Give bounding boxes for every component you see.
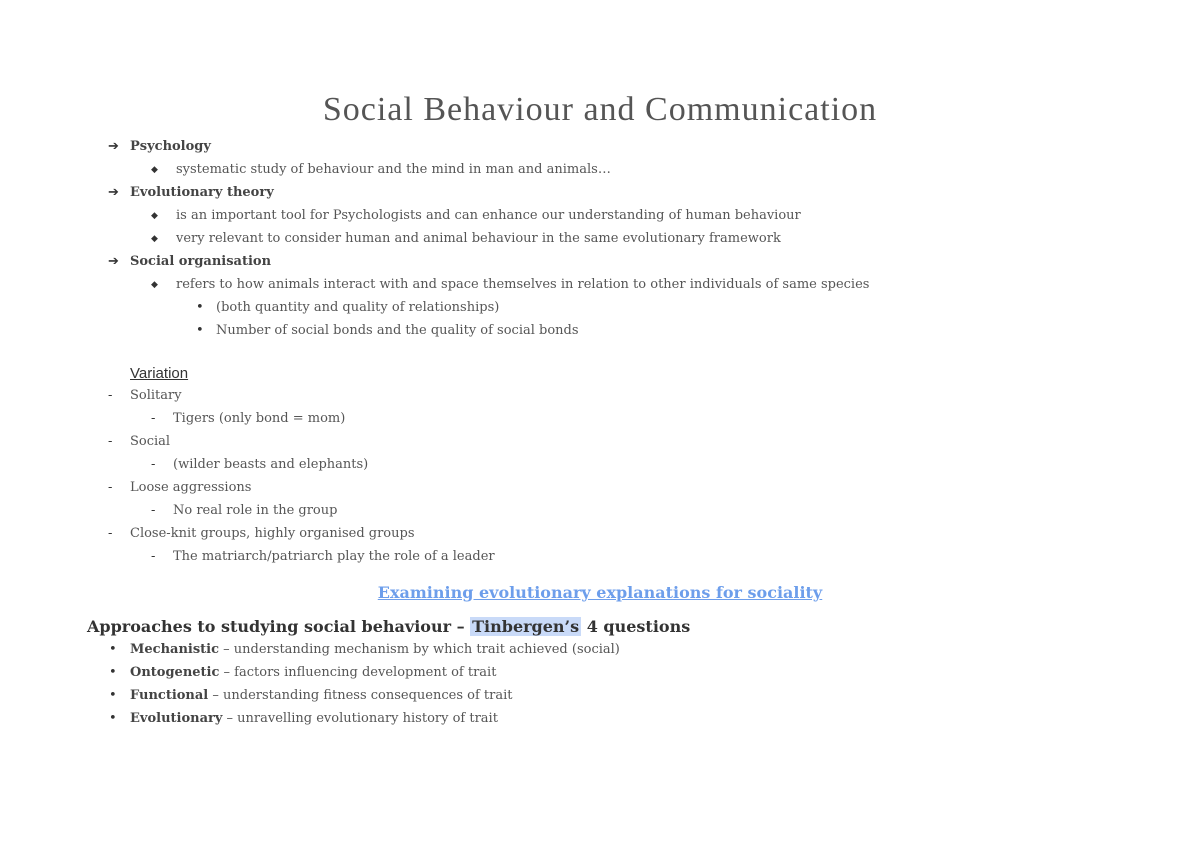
outline-evolutionary-label: Evolutionary theory	[130, 185, 274, 200]
bullet-icon: •	[109, 665, 117, 680]
approaches-heading-prefix: Approaches to studying social behaviour –	[87, 617, 471, 636]
variation-item-detail: The matriarch/patriarch play the role of a leader	[173, 549, 495, 564]
approach-term: Evolutionary	[130, 711, 223, 726]
dash-icon: -	[151, 457, 156, 472]
outline-social-organisation-label: Social organisation	[130, 254, 272, 269]
approach-desc: – understanding fitness consequences of trait	[208, 688, 513, 703]
bullet-icon: •	[109, 688, 117, 703]
dash-icon: -	[108, 480, 113, 495]
diamond-icon: ◆	[151, 234, 158, 244]
bullet-icon: •	[109, 711, 117, 726]
variation-heading: Variation	[130, 365, 189, 382]
bullet-icon: •	[196, 300, 204, 315]
dash-icon: -	[108, 526, 113, 541]
variation-item-detail: (wilder beasts and elephants)	[173, 457, 369, 472]
approach-term: Ontogenetic	[130, 665, 220, 680]
dash-icon: -	[151, 411, 156, 426]
highlighted-selection[interactable]: Tinbergen’s	[472, 617, 580, 636]
approach-item	[130, 663, 496, 683]
approaches-heading-suffix: 4 questions	[581, 617, 691, 636]
dash-icon: -	[108, 434, 113, 449]
diamond-icon: ◆	[151, 280, 158, 290]
approach-item	[130, 686, 512, 706]
sociality-link-heading[interactable]: Examining evolutionary explanations for sociality	[377, 583, 823, 602]
outline-social-organisation-subpoint: (both quantity and quality of relationships)	[216, 300, 500, 315]
variation-item-label: Social	[130, 434, 171, 449]
approaches-heading	[87, 616, 690, 638]
variation-item-label: Loose aggressions	[130, 480, 252, 495]
outline-social-organisation-subpoint: Number of social bonds and the quality of social bonds	[216, 323, 579, 338]
approach-term: Functional	[130, 688, 209, 703]
variation-item-detail: No real role in the group	[173, 503, 338, 518]
variation-item-label: Solitary	[130, 388, 182, 403]
approach-desc: – unravelling evolutionary history of trait	[222, 711, 498, 726]
approach-item	[130, 640, 620, 660]
outline-evolutionary-point: very relevant to consider human and animal behaviour in the same evolutionary framework	[176, 231, 781, 246]
approach-item	[130, 709, 498, 729]
outline-social-organisation-point: refers to how animals interact with and space themselves in relation to other individuals of same species	[176, 277, 870, 292]
bullet-icon: •	[109, 642, 117, 657]
arrow-icon: ➔	[108, 254, 119, 269]
variation-item-label: Close-knit groups, highly organised groups	[130, 526, 415, 541]
approach-desc: – factors influencing development of trait	[219, 665, 497, 680]
outline-psychology-label: Psychology	[130, 139, 211, 154]
arrow-icon: ➔	[108, 139, 119, 154]
diamond-icon: ◆	[151, 165, 158, 175]
dash-icon: -	[108, 388, 113, 403]
approach-desc: – understanding mechanism by which trait achieved (social)	[219, 642, 620, 657]
dash-icon: -	[151, 549, 156, 564]
dash-icon: -	[151, 503, 156, 518]
bullet-icon: •	[196, 323, 204, 338]
outline-evolutionary-point: is an important tool for Psychologists and can enhance our understanding of human behaviour	[176, 208, 801, 223]
outline-psychology-point: systematic study of behaviour and the mind in man and animals…	[176, 162, 611, 177]
arrow-icon: ➔	[108, 185, 119, 200]
variation-item-detail: Tigers (only bond = mom)	[173, 411, 346, 426]
approach-term: Mechanistic	[130, 642, 220, 657]
diamond-icon: ◆	[151, 211, 158, 221]
page-title: Social Behaviour and Communication	[322, 91, 878, 128]
